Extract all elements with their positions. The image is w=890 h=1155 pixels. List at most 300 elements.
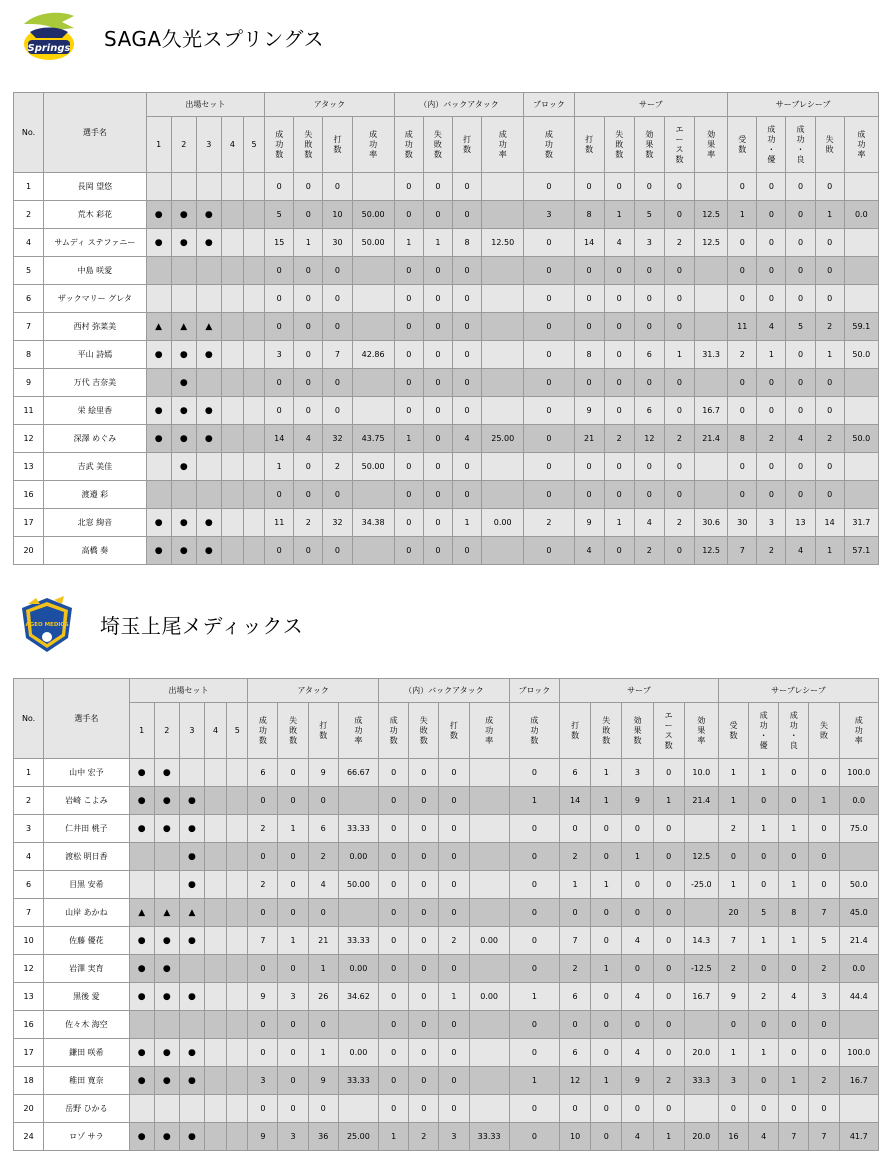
stat-cell: 32 [323,425,352,453]
player-number: 7 [14,899,44,927]
stat-cell: 0 [815,369,844,397]
stat-cell: 4 [757,313,786,341]
stat-cell: 0 [524,313,574,341]
stat-cell: 3 [622,759,653,787]
stat-cell: 3 [265,341,294,369]
set-mark [227,1095,248,1123]
stat-cell: 34.38 [352,509,394,537]
set-mark: ● [196,509,221,537]
stat-cell: 1 [591,871,622,899]
stat-cell: 0 [423,257,452,285]
set-mark [244,201,265,229]
set-mark [205,899,227,927]
set-mark [196,369,221,397]
set-mark: ▲ [146,313,171,341]
set-mark [154,871,179,899]
player-number: 13 [14,983,44,1011]
stat-cell: 16.7 [695,397,728,425]
col-no: No. [14,93,44,173]
col-sets: 出場セット [146,93,265,117]
stat-cell: 11 [728,313,757,341]
stat-cell: 0 [524,425,574,453]
stat-cell: 0 [394,481,423,509]
subheader-cell: 効 果 数 [634,117,664,173]
subheader-cell: 5 [244,117,265,173]
stat-cell: 0 [379,787,409,815]
stat-cell: 0 [439,1011,469,1039]
set-mark [205,1123,227,1151]
stat-cell: 0 [452,285,481,313]
stat-cell: 2 [634,537,664,565]
stat-cell [844,285,878,313]
set-mark: ● [171,397,196,425]
set-mark [221,537,243,565]
player-row [14,229,879,257]
player-name: 佐々木 海空 [44,1011,129,1039]
set-mark: ● [196,201,221,229]
stat-cell [469,787,509,815]
stat-cell: 0 [634,285,664,313]
set-mark [244,369,265,397]
stat-cell: 0 [591,983,622,1011]
set-mark [205,955,227,983]
set-mark: ● [154,759,179,787]
set-mark: ● [196,537,221,565]
stat-cell: 0 [664,397,694,425]
stat-cell: 0 [524,173,574,201]
stat-cell: 0 [524,229,574,257]
stat-cell [695,453,728,481]
player-name: ロゾ サラ [44,1123,129,1151]
stat-cell: 0 [815,229,844,257]
stat-cell: 0 [439,787,469,815]
subheader-cell: 効 果 率 [684,703,718,759]
stat-cell: 1 [749,759,779,787]
stat-cell [338,1095,378,1123]
set-mark [221,453,243,481]
stat-cell: 1 [749,815,779,843]
set-mark: ● [179,815,204,843]
stat-cell: 36 [308,1123,338,1151]
stat-cell: 25.00 [338,1123,378,1151]
stat-cell: 0 [509,955,559,983]
subheader-cell: 失 敗 [815,117,844,173]
player-row [14,983,879,1011]
stat-cell: 0 [452,397,481,425]
stat-cell: 0 [809,1039,839,1067]
player-number: 17 [14,1039,44,1067]
stat-cell: 4 [786,425,815,453]
stat-cell: 0 [509,927,559,955]
player-row [14,759,879,787]
set-mark [221,509,243,537]
stat-cell [469,1039,509,1067]
stat-cell: 1 [815,341,844,369]
subheader-cell: 失 敗 [809,703,839,759]
stat-cell: 16.7 [684,983,718,1011]
stat-cell: 33.3 [684,1067,718,1095]
stat-cell: 0 [439,899,469,927]
col-player: 選手名 [44,93,146,173]
stat-cell: 30 [323,229,352,257]
subheader-cell: 成 功 率 [844,117,878,173]
stat-cell: 1 [265,453,294,481]
set-mark: ● [171,537,196,565]
player-row [14,397,879,425]
stat-cell: 0.0 [839,955,878,983]
stat-cell: 0 [653,1011,684,1039]
stat-cell: 0 [439,1095,469,1123]
col-serve: サーブ [560,679,719,703]
stat-cell: 0 [278,1067,308,1095]
player-row [14,1123,879,1151]
stat-cell: 1 [591,787,622,815]
player-name: 深澤 めぐみ [44,425,146,453]
set-mark [227,1123,248,1151]
stat-cell: 1 [757,341,786,369]
stat-cell: 0 [634,481,664,509]
stat-cell: 1 [815,201,844,229]
stat-cell: 0 [560,815,591,843]
stat-cell: 8 [779,899,809,927]
stat-cell [482,173,524,201]
subheader-cell: 失 敗 数 [294,117,323,173]
stat-cell: 0 [809,1011,839,1039]
stat-cell: 0.00 [469,927,509,955]
subheader-cell: 1 [146,117,171,173]
set-mark: ● [154,1123,179,1151]
subheader-cell: 効 果 数 [622,703,653,759]
set-mark [221,257,243,285]
stat-cell: 1 [509,787,559,815]
stat-cell: 0 [634,313,664,341]
player-row [14,173,879,201]
set-mark [171,481,196,509]
stat-cell: 26 [308,983,338,1011]
stat-cell: 7 [728,537,757,565]
player-number: 6 [14,285,44,313]
player-number: 4 [14,229,44,257]
stat-cell: 2 [524,509,574,537]
subheader-cell: 成 功 数 [394,117,423,173]
stat-cell: 0 [653,759,684,787]
stat-cell: 1 [815,537,844,565]
subheader-cell: 4 [205,703,227,759]
stat-cell: 1 [779,927,809,955]
stat-cell: 2 [439,927,469,955]
stat-cell [482,285,524,313]
stat-cell: 0 [308,1095,338,1123]
stat-cell: 0 [779,1039,809,1067]
subheader-cell: 受 数 [718,703,748,759]
stat-cell [352,285,394,313]
stat-cell: 0 [749,871,779,899]
stat-cell: 6 [634,341,664,369]
stat-cell: 44.4 [839,983,878,1011]
player-number: 20 [14,537,44,565]
player-number: 6 [14,871,44,899]
stat-cell [684,1011,718,1039]
subheader-cell: 成 功 ・ 良 [779,703,809,759]
set-mark [196,481,221,509]
stat-cell: 1 [718,759,748,787]
stat-cell: 0 [591,815,622,843]
col-back-attack: （内）バックアタック [379,679,510,703]
stat-cell: 0.00 [338,955,378,983]
set-mark: ▲ [179,899,204,927]
team-name: 埼玉上尾メディックス [100,613,304,638]
stat-cell: 4 [604,229,634,257]
stat-cell: 0 [323,537,352,565]
stat-cell [482,313,524,341]
subheader-cell: 4 [221,117,243,173]
stat-cell: 14.3 [684,927,718,955]
set-mark: ● [129,927,154,955]
stat-cell: 0 [394,313,423,341]
stat-cell: 0 [728,285,757,313]
stat-cell: 2 [604,425,634,453]
set-mark [205,759,227,787]
set-mark: ● [196,425,221,453]
stat-cell: 0 [786,481,815,509]
team-header-ageo [18,594,303,654]
subheader-cell: 成 功 率 [352,117,394,173]
svg-text:AGEO MEDICS: AGEO MEDICS [25,622,69,628]
stat-cell: 0 [323,481,352,509]
stat-cell: 1 [591,1067,622,1095]
player-number: 12 [14,955,44,983]
set-mark: ● [171,201,196,229]
set-mark [196,173,221,201]
set-mark [221,341,243,369]
set-mark [244,397,265,425]
stat-cell: 0 [664,257,694,285]
stat-cell: 41.7 [839,1123,878,1151]
stat-cell: 4 [749,1123,779,1151]
stat-cell: 0 [409,1095,439,1123]
set-mark: ▲ [196,313,221,341]
set-mark: ● [154,927,179,955]
stat-cell: 6 [560,983,591,1011]
stat-cell: -12.5 [684,955,718,983]
stat-cell: 0 [278,899,308,927]
player-name: 栄 絵里香 [44,397,146,425]
stat-cell: 0 [574,285,604,313]
stat-cell: 0 [439,815,469,843]
subheader-cell: 打 数 [560,703,591,759]
stat-cell: 3 [248,1067,278,1095]
set-mark [154,1095,179,1123]
subheader-cell: 打 数 [452,117,481,173]
set-mark: ● [146,509,171,537]
stat-cell: 10 [323,201,352,229]
stat-cell: 2 [664,229,694,257]
player-name: 佐藤 優花 [44,927,129,955]
subheader-cell: 失 敗 数 [604,117,634,173]
stat-cell: 0 [409,899,439,927]
stat-cell: 0 [604,369,634,397]
stat-cell: 0 [265,285,294,313]
player-number: 2 [14,201,44,229]
stat-cell: 21 [574,425,604,453]
stat-cell: 0 [757,369,786,397]
stat-cell: 0 [248,1095,278,1123]
stat-cell: 0 [294,369,323,397]
stat-cell: 66.67 [338,759,378,787]
stat-cell: 0 [622,815,653,843]
player-number: 16 [14,1011,44,1039]
stat-cell: 0 [423,481,452,509]
subheader-cell: 2 [154,703,179,759]
stat-cell: 0 [509,899,559,927]
stat-cell: 0 [265,173,294,201]
set-mark [221,369,243,397]
player-number: 20 [14,1095,44,1123]
stat-cell: 0 [265,313,294,341]
player-name: 目黒 安希 [44,871,129,899]
set-mark [205,843,227,871]
set-mark: ● [171,229,196,257]
stat-cell: 0 [294,257,323,285]
stat-cell: 8 [574,201,604,229]
stat-cell: 0 [394,397,423,425]
stat-cell: 0 [749,787,779,815]
set-mark [179,1095,204,1123]
player-row [14,1095,879,1123]
stat-cell: 0 [423,313,452,341]
stat-cell: 0 [591,899,622,927]
stat-cell: 0 [509,1123,559,1151]
stat-cell: 2 [757,537,786,565]
stat-cell: 0 [574,173,604,201]
col-sets: 出場セット [129,679,248,703]
stat-cell: 0 [622,899,653,927]
stat-cell: 0 [664,369,694,397]
subheader-cell: エ ー ス 数 [664,117,694,173]
stat-cell: 0.00 [482,509,524,537]
set-mark: ● [179,1039,204,1067]
stat-cell: 20.0 [684,1039,718,1067]
stat-cell: 0 [622,871,653,899]
stat-cell: 0 [248,1039,278,1067]
stat-cell: 50.00 [352,201,394,229]
stat-cell: 0 [379,899,409,927]
set-mark: ● [179,1067,204,1095]
stat-cell: 0 [786,173,815,201]
stat-cell: 0 [634,173,664,201]
stat-cell: 0 [779,759,809,787]
stat-cell: 7 [779,1123,809,1151]
stat-cell: 0 [604,397,634,425]
set-mark: ● [129,1123,154,1151]
stat-cell [695,257,728,285]
subheader-cell: 成 功 率 [338,703,378,759]
stat-cell: 0 [323,313,352,341]
player-row [14,313,879,341]
stat-cell [352,173,394,201]
col-no: No. [14,679,44,759]
stat-cell: 0 [278,787,308,815]
stat-cell: 0 [278,759,308,787]
stat-cell: 31.3 [695,341,728,369]
stat-cell: 0 [294,285,323,313]
col-block: ブロック [509,679,559,703]
stat-cell: 0 [248,899,278,927]
stat-cell: 5 [809,927,839,955]
stat-cell: 50.0 [839,871,878,899]
stat-cell: 9 [308,1067,338,1095]
set-mark [244,537,265,565]
stat-cell [684,815,718,843]
stat-cell: 9 [718,983,748,1011]
stat-cell: 4 [308,871,338,899]
player-number: 5 [14,257,44,285]
stat-cell: 9 [622,1067,653,1095]
stat-cell: 0 [323,285,352,313]
player-name: 渡邉 彩 [44,481,146,509]
subheader-cell: 成 功 ・ 良 [786,117,815,173]
stat-cell: 0 [423,425,452,453]
set-mark [146,481,171,509]
stat-cell: 1 [622,843,653,871]
stat-cell: 0 [779,1095,809,1123]
stat-cell: 2 [664,425,694,453]
stat-cell: 9 [574,509,604,537]
stat-cell: 0 [664,285,694,313]
stat-cell: 2 [294,509,323,537]
stat-cell: 1 [604,201,634,229]
player-name: 岩澤 実育 [44,955,129,983]
stat-cell: 0 [634,453,664,481]
stat-cell: 7 [323,341,352,369]
stat-cell: 0 [604,453,634,481]
player-row [14,453,879,481]
stat-cell: 0 [439,759,469,787]
subheader-cell: 失 敗 数 [423,117,452,173]
stat-cell: 0 [591,1011,622,1039]
stat-cell: 0 [574,313,604,341]
stat-cell: 4 [452,425,481,453]
player-name: 万代 吉奈美 [44,369,146,397]
stat-cell: 1 [394,229,423,257]
stat-cell: 0 [728,229,757,257]
stat-cell: 0 [509,1095,559,1123]
stat-cell: 6 [560,759,591,787]
stat-cell [482,453,524,481]
stat-cell: 0 [591,1039,622,1067]
stat-cell: 50.00 [352,453,394,481]
stat-cell: 14 [574,229,604,257]
player-number: 1 [14,173,44,201]
col-receive: サーブレシーブ [718,679,878,703]
set-mark [146,257,171,285]
stat-cell: 0 [248,787,278,815]
player-number: 1 [14,759,44,787]
stats-table-ageo [13,678,879,1151]
stat-cell: 0 [560,1011,591,1039]
player-number: 10 [14,927,44,955]
stat-cell: 0 [452,201,481,229]
stat-cell: 0 [664,201,694,229]
stat-cell: 0 [509,759,559,787]
stat-cell: 3 [278,983,308,1011]
stat-cell: 0 [786,369,815,397]
stat-cell: 0 [265,537,294,565]
stat-cell: 0 [809,871,839,899]
stat-cell: 0 [379,1095,409,1123]
stat-cell: 1 [749,1039,779,1067]
stat-cell: 0 [379,1011,409,1039]
